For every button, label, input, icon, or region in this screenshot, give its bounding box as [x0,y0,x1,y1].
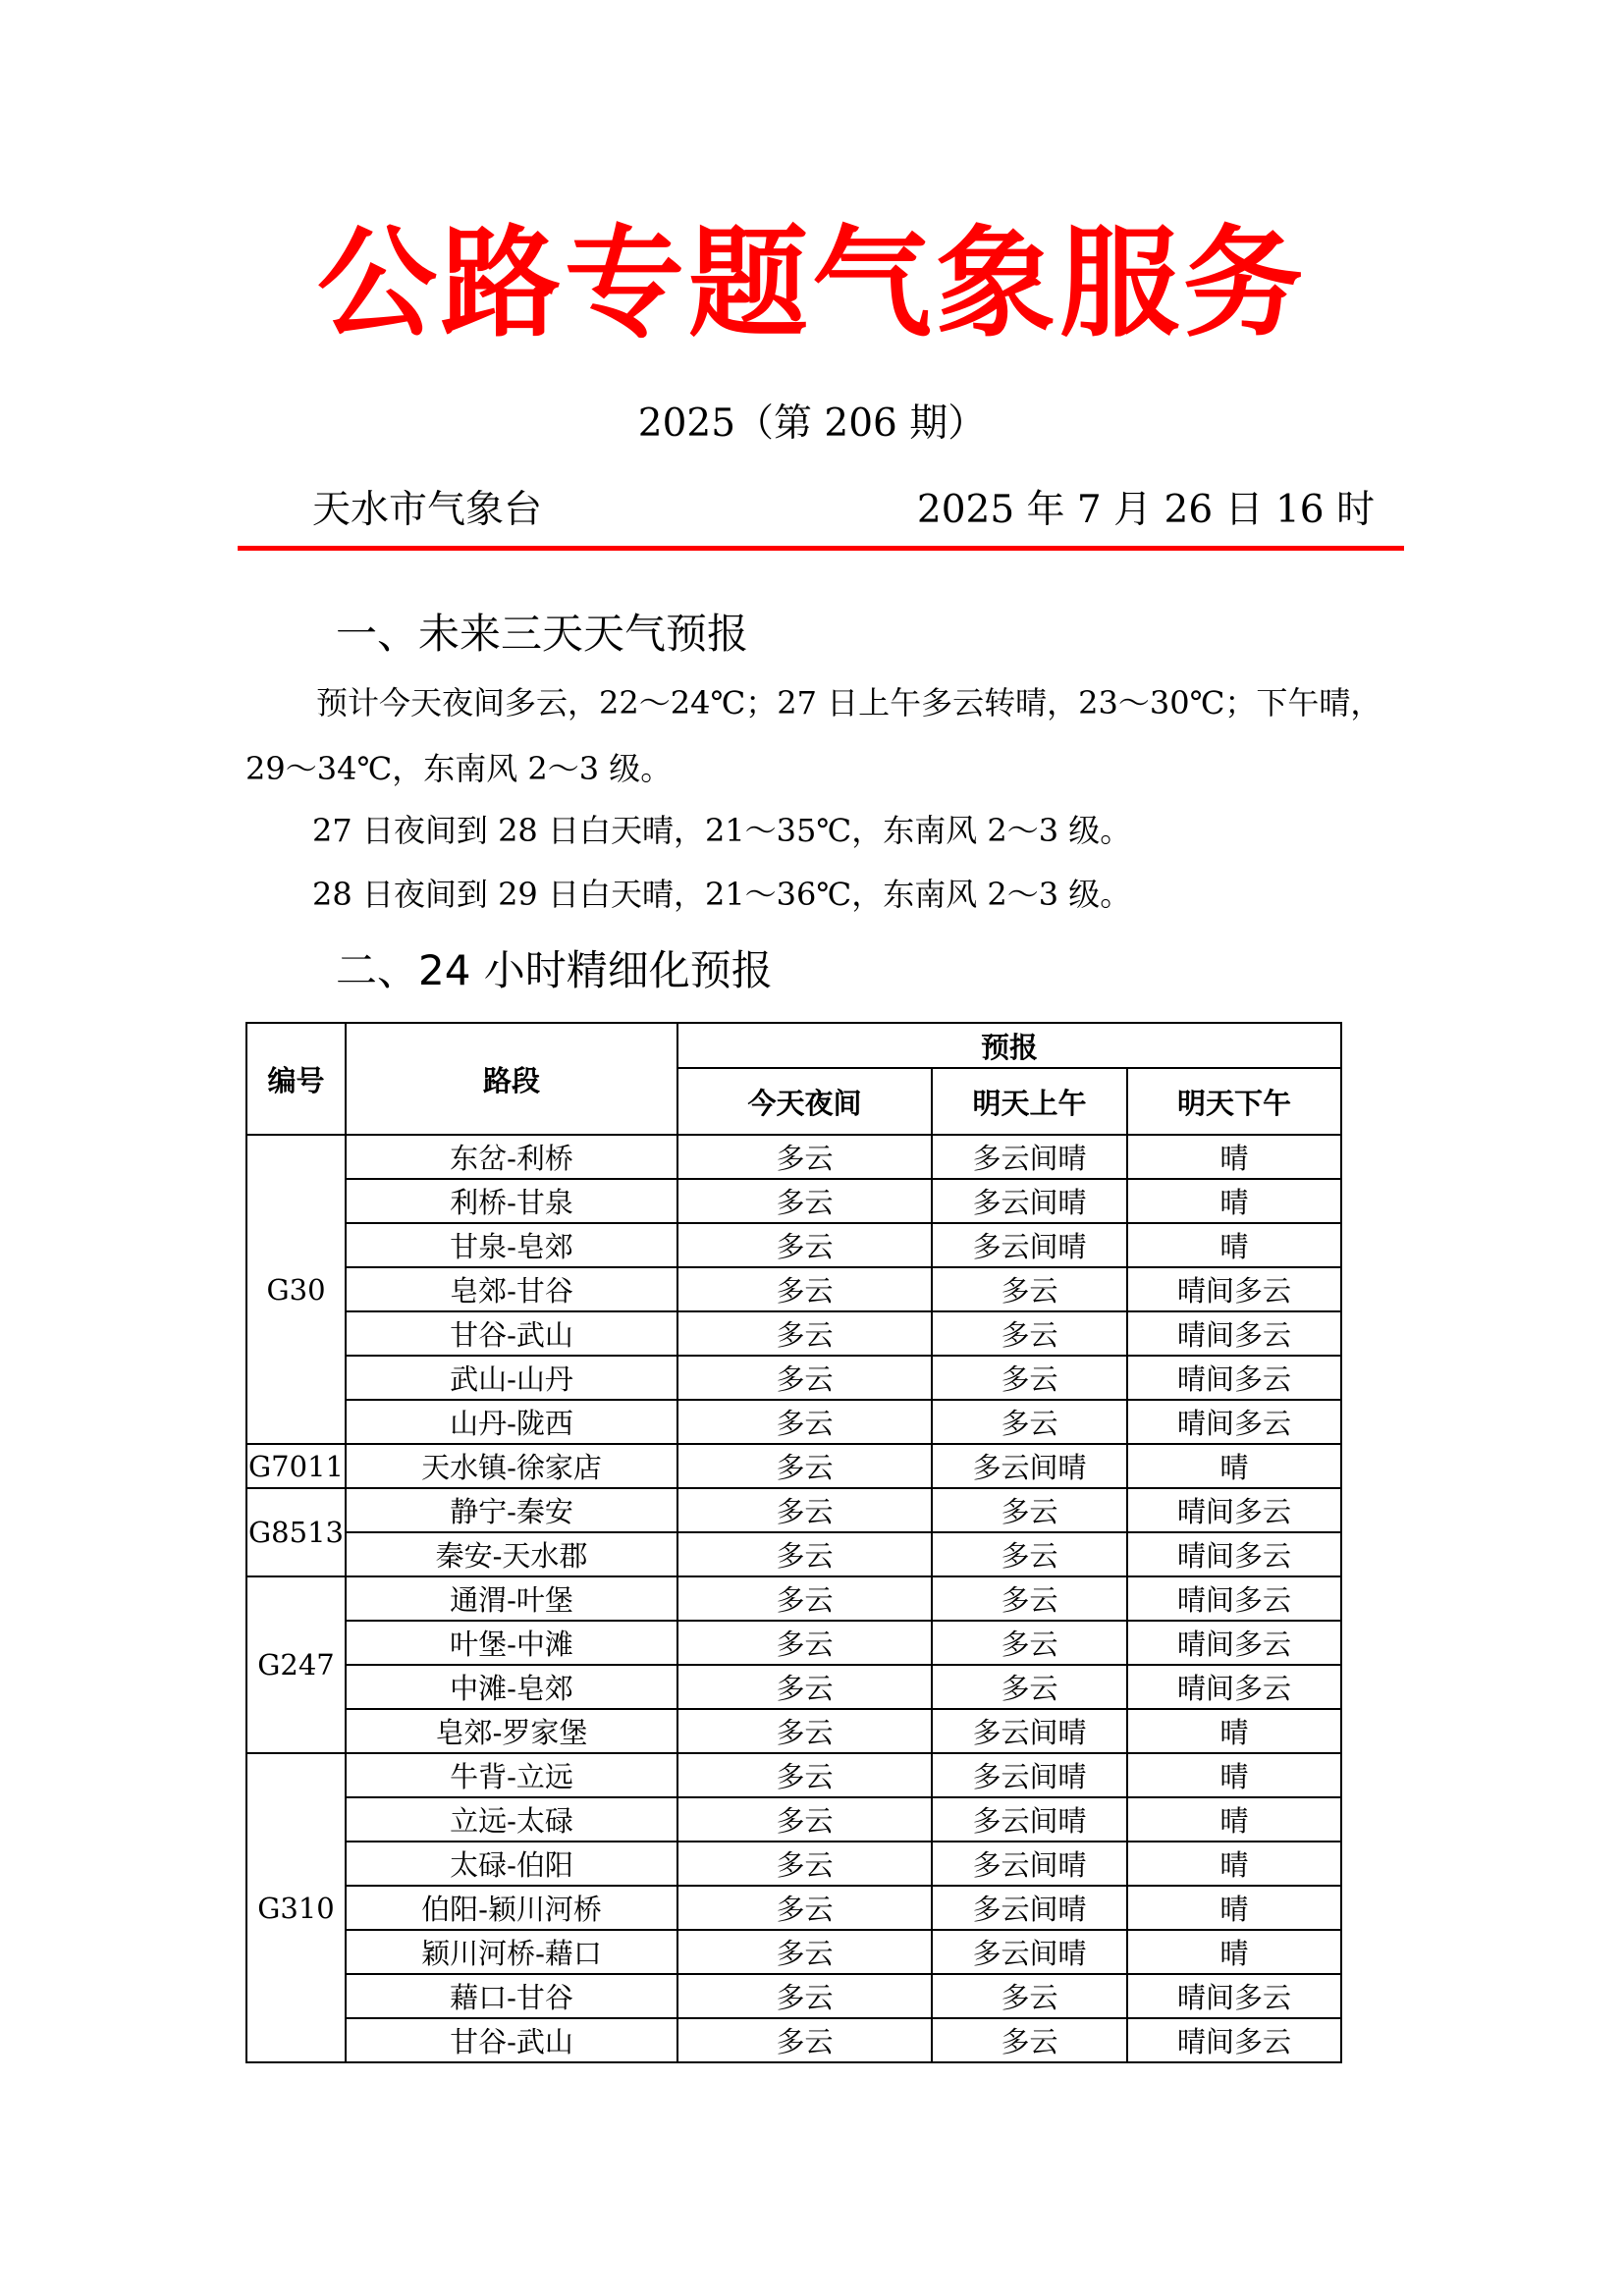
table-row [246,1267,1341,1311]
forecast-tonight: 多云 [677,1886,932,1930]
road-segment: 牛背-立远 [346,1753,677,1797]
road-segment: 甘谷-武山 [346,1311,677,1356]
forecast-tomorrow-pm: 晴间多云 [1127,1400,1341,1444]
forecast-tonight: 多云 [677,1311,932,1356]
document-title: 公路专题气象服务 [317,214,1307,353]
forecast-tonight: 多云 [677,1223,932,1267]
section1-line-3: 27 日夜间到 28 日白天晴，21～35℃，东南风 2～3 级。 [312,812,1132,849]
forecast-tomorrow-pm: 晴 [1127,1753,1341,1797]
forecast-tomorrow-pm: 晴 [1127,1797,1341,1842]
section1-line-4: 28 日夜间到 29 日白天晴，21～36℃，东南风 2～3 级。 [312,876,1132,913]
forecast-tonight: 多云 [677,1488,932,1532]
forecast-tomorrow-am: 多云间晴 [932,1753,1127,1797]
forecast-tomorrow-am: 多云间晴 [932,1930,1127,1974]
table-row [246,1974,1341,2018]
section2-heading: 二、24 小时精细化预报 [336,946,773,994]
forecast-tonight: 多云 [677,1665,932,1709]
forecast-tomorrow-pm: 晴 [1127,1886,1341,1930]
road-segment: 太碌-伯阳 [346,1842,677,1886]
issuer: 天水市气象台 [312,488,543,532]
forecast-tomorrow-pm: 晴间多云 [1127,1311,1341,1356]
forecast-tonight: 多云 [677,1621,932,1665]
table-row [246,1223,1341,1267]
road-segment: 伯阳-颖川河桥 [346,1886,677,1930]
header-segment: 路段 [346,1023,677,1135]
road-segment: 皂郊-罗家堡 [346,1709,677,1753]
forecast-tonight: 多云 [677,1709,932,1753]
route-code: G247 [246,1576,346,1753]
header-tomorrow-pm: 明天下午 [1127,1068,1341,1135]
forecast-tonight: 多云 [677,1267,932,1311]
forecast-tomorrow-am: 多云 [932,1267,1127,1311]
forecast-tomorrow-am: 多云间晴 [932,1886,1127,1930]
forecast-tomorrow-pm: 晴间多云 [1127,1576,1341,1621]
table-row [246,1621,1341,1665]
route-code: G7011 [246,1444,346,1488]
road-segment: 立远-太碌 [346,1797,677,1842]
road-segment: 叶堡-中滩 [346,1621,677,1665]
forecast-tonight: 多云 [677,2018,932,2062]
route-code: G310 [246,1753,346,2062]
table-row [246,2018,1341,2062]
forecast-tomorrow-am: 多云 [932,1665,1127,1709]
road-segment: 通渭-叶堡 [346,1576,677,1621]
forecast-tomorrow-am: 多云 [932,1356,1127,1400]
forecast-tomorrow-am: 多云 [932,1621,1127,1665]
road-segment: 藉口-甘谷 [346,1974,677,2018]
route-code: G8513 [246,1488,346,1576]
route-code: G30 [246,1135,346,1444]
forecast-tomorrow-pm: 晴间多云 [1127,2018,1341,2062]
forecast-tomorrow-am: 多云间晴 [932,1444,1127,1488]
road-segment: 皂郊-甘谷 [346,1267,677,1311]
table-row [246,1400,1341,1444]
forecast-tomorrow-am: 多云间晴 [932,1709,1127,1753]
table-row [246,1311,1341,1356]
header-tonight: 今天夜间 [677,1068,932,1135]
road-segment: 颖川河桥-藉口 [346,1930,677,1974]
forecast-tomorrow-pm: 晴 [1127,1223,1341,1267]
road-segment: 山丹-陇西 [346,1400,677,1444]
road-segment: 静宁-秦安 [346,1488,677,1532]
forecast-tomorrow-pm: 晴间多云 [1127,1488,1341,1532]
forecast-tomorrow-am: 多云 [932,1488,1127,1532]
section1-heading: 一、未来三天天气预报 [336,610,749,658]
forecast-tomorrow-pm: 晴 [1127,1135,1341,1179]
forecast-tomorrow-am: 多云间晴 [932,1842,1127,1886]
table-row [246,1886,1341,1930]
table-row [246,1135,1341,1179]
road-segment: 武山-山丹 [346,1356,677,1400]
forecast-tomorrow-pm: 晴 [1127,1842,1341,1886]
forecast-table [245,1022,1342,2063]
forecast-tonight: 多云 [677,1930,932,1974]
header-code: 编号 [246,1023,346,1135]
road-segment: 秦安-天水郡 [346,1532,677,1576]
road-segment: 中滩-皂郊 [346,1665,677,1709]
table-row [246,1179,1341,1223]
table-row [246,1576,1341,1621]
header-forecast: 预报 [677,1023,1341,1068]
table-row [246,1709,1341,1753]
forecast-tomorrow-pm: 晴间多云 [1127,1532,1341,1576]
forecast-tonight: 多云 [677,1444,932,1488]
table-row [246,1665,1341,1709]
table-row [246,1930,1341,1974]
forecast-tonight: 多云 [677,1179,932,1223]
forecast-tonight: 多云 [677,1532,932,1576]
road-segment: 甘泉-皂郊 [346,1223,677,1267]
forecast-tomorrow-pm: 晴间多云 [1127,1267,1341,1311]
issue-number: 2025（第 206 期） [637,401,987,446]
forecast-tomorrow-pm: 晴 [1127,1930,1341,1974]
table-row [246,1356,1341,1400]
forecast-tomorrow-pm: 晴 [1127,1179,1341,1223]
forecast-tomorrow-am: 多云 [932,1974,1127,2018]
forecast-tonight: 多云 [677,1753,932,1797]
forecast-tonight: 多云 [677,1135,932,1179]
issue-date: 2025 年 7 月 26 日 16 时 [916,488,1375,532]
forecast-tomorrow-am: 多云间晴 [932,1135,1127,1179]
forecast-tomorrow-pm: 晴间多云 [1127,1974,1341,2018]
road-segment: 利桥-甘泉 [346,1179,677,1223]
forecast-tomorrow-am: 多云间晴 [932,1223,1127,1267]
header-tomorrow-am: 明天上午 [932,1068,1127,1135]
section1-line-2: 29～34℃，东南风 2～3 级。 [245,750,673,787]
forecast-tonight: 多云 [677,1356,932,1400]
forecast-tonight: 多云 [677,1576,932,1621]
road-segment: 天水镇-徐家店 [346,1444,677,1488]
forecast-tomorrow-pm: 晴间多云 [1127,1356,1341,1400]
forecast-tonight: 多云 [677,1842,932,1886]
road-segment: 东岔-利桥 [346,1135,677,1179]
table-row [246,1444,1341,1488]
forecast-tomorrow-am: 多云 [932,1532,1127,1576]
table-row [246,1797,1341,1842]
forecast-tomorrow-am: 多云 [932,1400,1127,1444]
forecast-tonight: 多云 [677,1400,932,1444]
forecast-tomorrow-pm: 晴间多云 [1127,1665,1341,1709]
forecast-tomorrow-pm: 晴 [1127,1709,1341,1753]
forecast-tomorrow-am: 多云 [932,1576,1127,1621]
forecast-tomorrow-pm: 晴 [1127,1444,1341,1488]
table-row [246,1488,1341,1532]
forecast-table-body [246,1135,1341,2062]
forecast-tomorrow-am: 多云间晴 [932,1797,1127,1842]
table-row [246,1753,1341,1797]
forecast-tonight: 多云 [677,1797,932,1842]
forecast-tomorrow-am: 多云 [932,2018,1127,2062]
section1-line-1: 预计今天夜间多云，22～24℃；27 日上午多云转晴，23～30℃；下午晴， [316,684,1382,721]
forecast-tomorrow-pm: 晴间多云 [1127,1621,1341,1665]
road-segment: 甘谷-武山 [346,2018,677,2062]
table-row [246,1842,1341,1886]
forecast-tomorrow-am: 多云 [932,1311,1127,1356]
forecast-tomorrow-am: 多云间晴 [932,1179,1127,1223]
forecast-tonight: 多云 [677,1974,932,2018]
table-row [246,1532,1341,1576]
red-divider [238,546,1404,551]
